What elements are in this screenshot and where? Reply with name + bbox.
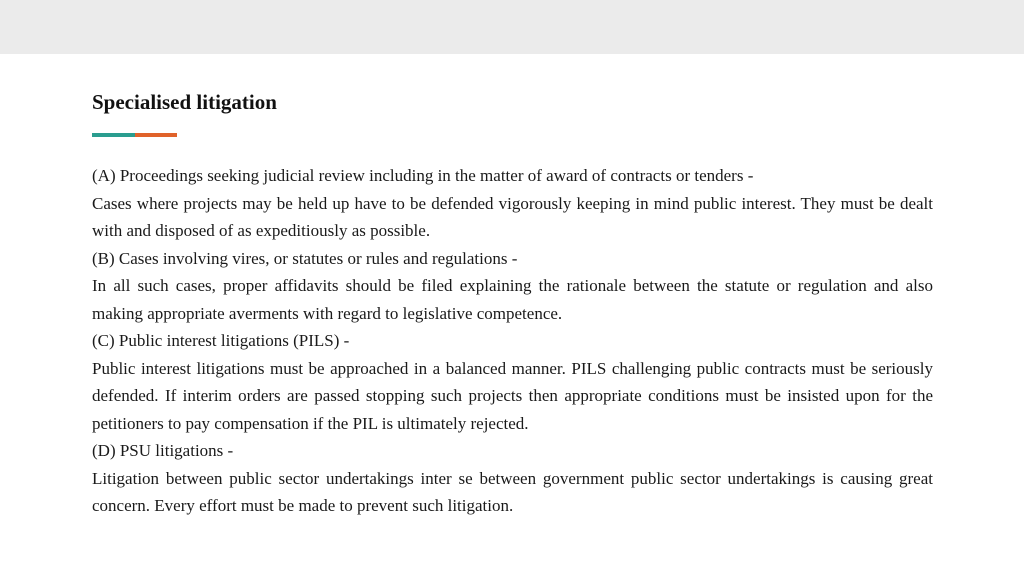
section-c-heading: (C) Public interest litigations (PILS) - [92,331,350,350]
section-b-body: In all such cases, proper affidavits should be filed explaining the rationale between the statute or regulation and also making appropriate averments with regard to legislative competence. [92,276,933,323]
section-d-heading: (D) PSU litigations - [92,441,234,460]
section-a-body: Cases where projects may be held up have to be defended vigorously keeping in mind public interest. They must be dealt with and disposed of as expeditiously as possible. [92,193,933,240]
section-b-heading: (B) Cases involving vires, or statutes or rules and regulations - [92,248,518,268]
top-band [0,0,1024,54]
section-a-heading: (A) Proceedings seeking judicial review including in the matter of award of contracts or tenders - [92,166,754,185]
accent-bar-orange-segment [135,133,177,137]
title-accent-bar [92,133,177,137]
slide-title: Specialised litigation [92,90,277,114]
section-c-body: Public interest litigations must be approached in a balanced manner. PILS challenging public contracts must be seriously defended. If interim orders are passed stopping such projects then appropriate conditions must be insisted upon for the petitioners to pay compensation if the PIL is ultimately rejected. [92,358,933,433]
section-d-body: Litigation between public sector undertakings inter se between government public sector undertakings is causing great concern. Every effort must be made to prevent such litigation. [92,468,933,515]
slide-content [92,162,933,520]
accent-bar-teal-segment [92,133,135,137]
